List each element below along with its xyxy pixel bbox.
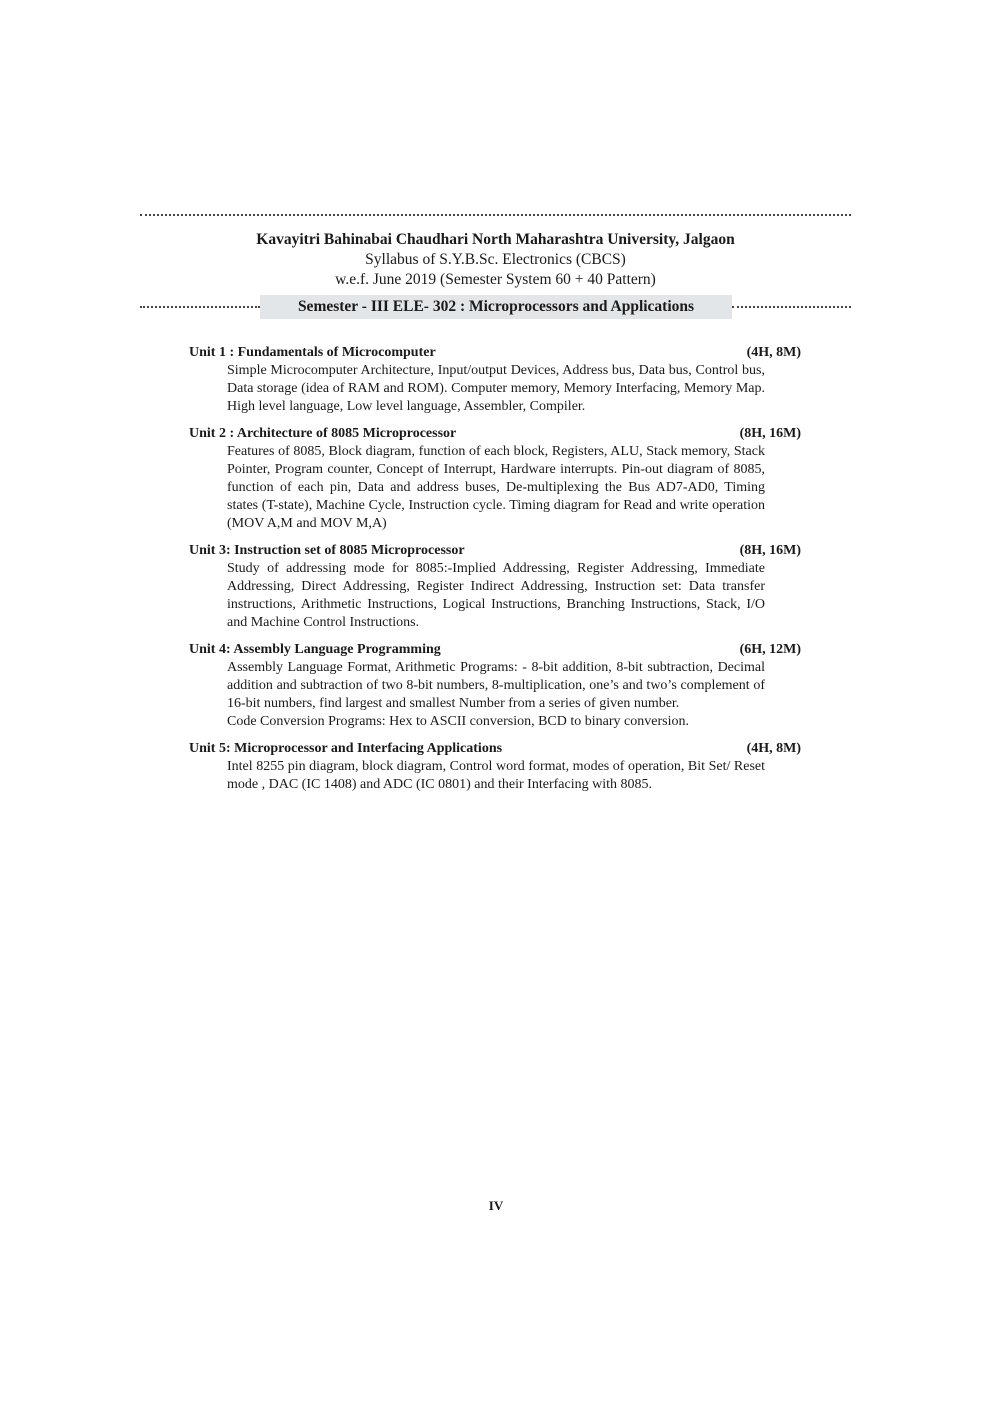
unit-hours: (4H, 8M) bbox=[746, 345, 801, 360]
unit-title: Unit 4: Assembly Language Programming bbox=[189, 642, 441, 657]
unit-hours: (4H, 8M) bbox=[746, 741, 801, 756]
syllabus-title: Syllabus of S.Y.B.Sc. Electronics (CBCS) bbox=[365, 251, 626, 268]
unit-title: Unit 2 : Architecture of 8085 Microprocessor bbox=[189, 426, 457, 441]
unit-title: Unit 3: Instruction set of 8085 Microprocessor bbox=[189, 543, 465, 558]
unit-description: Study of addressing mode for 8085:-Implied Addressing, Register Addressing, Immediate Addressing, Direct Addressing, Register Indirect Addressing, Instruction set: Data transfer instructions, Arithmetic Instructions, Logical Instructions, Branching Instructions, Stack, I/O and Machine Control Instructions. bbox=[227, 561, 765, 630]
university-name: Kavayitri Bahinabai Chaudhari North Maharashtra University, Jalgaon bbox=[256, 231, 735, 248]
unit-hours: (6H, 12M) bbox=[739, 642, 801, 657]
unit-description: Simple Microcomputer Architecture, Input/output Devices, Address bus, Data bus, Control bus, Data storage (idea of RAM and ROM). Computer memory, Memory Interfacing, Memory Map. High level language, Low level language, Assembler, Compiler. bbox=[227, 363, 765, 414]
unit-5 bbox=[189, 740, 801, 794]
unit-hours: (8H, 16M) bbox=[739, 426, 801, 441]
unit-description: Assembly Language Format, Arithmetic Programs: - 8-bit addition, 8-bit subtraction, Decimal addition and subtraction of two 8-bit numbers, 8-multiplication, one’s and two’s complement of 16-bit numbers, find largest and smallest Number from a series of given number. bbox=[227, 660, 765, 711]
unit-4 bbox=[189, 641, 801, 731]
unit-2 bbox=[189, 425, 801, 533]
unit-description-extra: Code Conversion Programs: Hex to ASCII conversion, BCD to binary conversion. bbox=[227, 714, 689, 729]
right-dotted-rule bbox=[732, 306, 851, 308]
unit-1 bbox=[189, 344, 801, 416]
unit-hours: (8H, 16M) bbox=[739, 543, 801, 558]
effective-date: w.e.f. June 2019 (Semester System 60 + 40 Pattern) bbox=[335, 271, 656, 288]
top-dotted-rule bbox=[140, 214, 851, 216]
left-dotted-rule bbox=[140, 306, 260, 308]
unit-title: Unit 5: Microprocessor and Interfacing Applications bbox=[189, 741, 503, 756]
document-header bbox=[140, 229, 851, 290]
semester-heading: Semester - III ELE- 302 : Microprocessors and Applications bbox=[260, 295, 732, 319]
page-number: IV bbox=[488, 1198, 504, 1213]
unit-list bbox=[189, 344, 801, 803]
unit-description: Features of 8085, Block diagram, function of each block, Registers, ALU, Stack memory, Stack Pointer, Program counter, Concept of Interrupt, Hardware interrupts. Pin-out diagram of 8085, function of each pin, Data and address buses, De-multiplexing the Bus AD7-AD0, Timing states (T-state), Machine Cycle, Instruction cycle. Timing diagram for Read and write operation (MOV A,M and MOV M,A) bbox=[227, 444, 765, 531]
unit-3 bbox=[189, 542, 801, 632]
unit-title: Unit 1 : Fundamentals of Microcomputer bbox=[189, 345, 436, 360]
unit-description: Intel 8255 pin diagram, block diagram, Control word format, modes of operation, Bit Set/ Reset mode , DAC (IC 1408) and ADC (IC 0801) and their Interfacing with 8085. bbox=[227, 759, 765, 792]
